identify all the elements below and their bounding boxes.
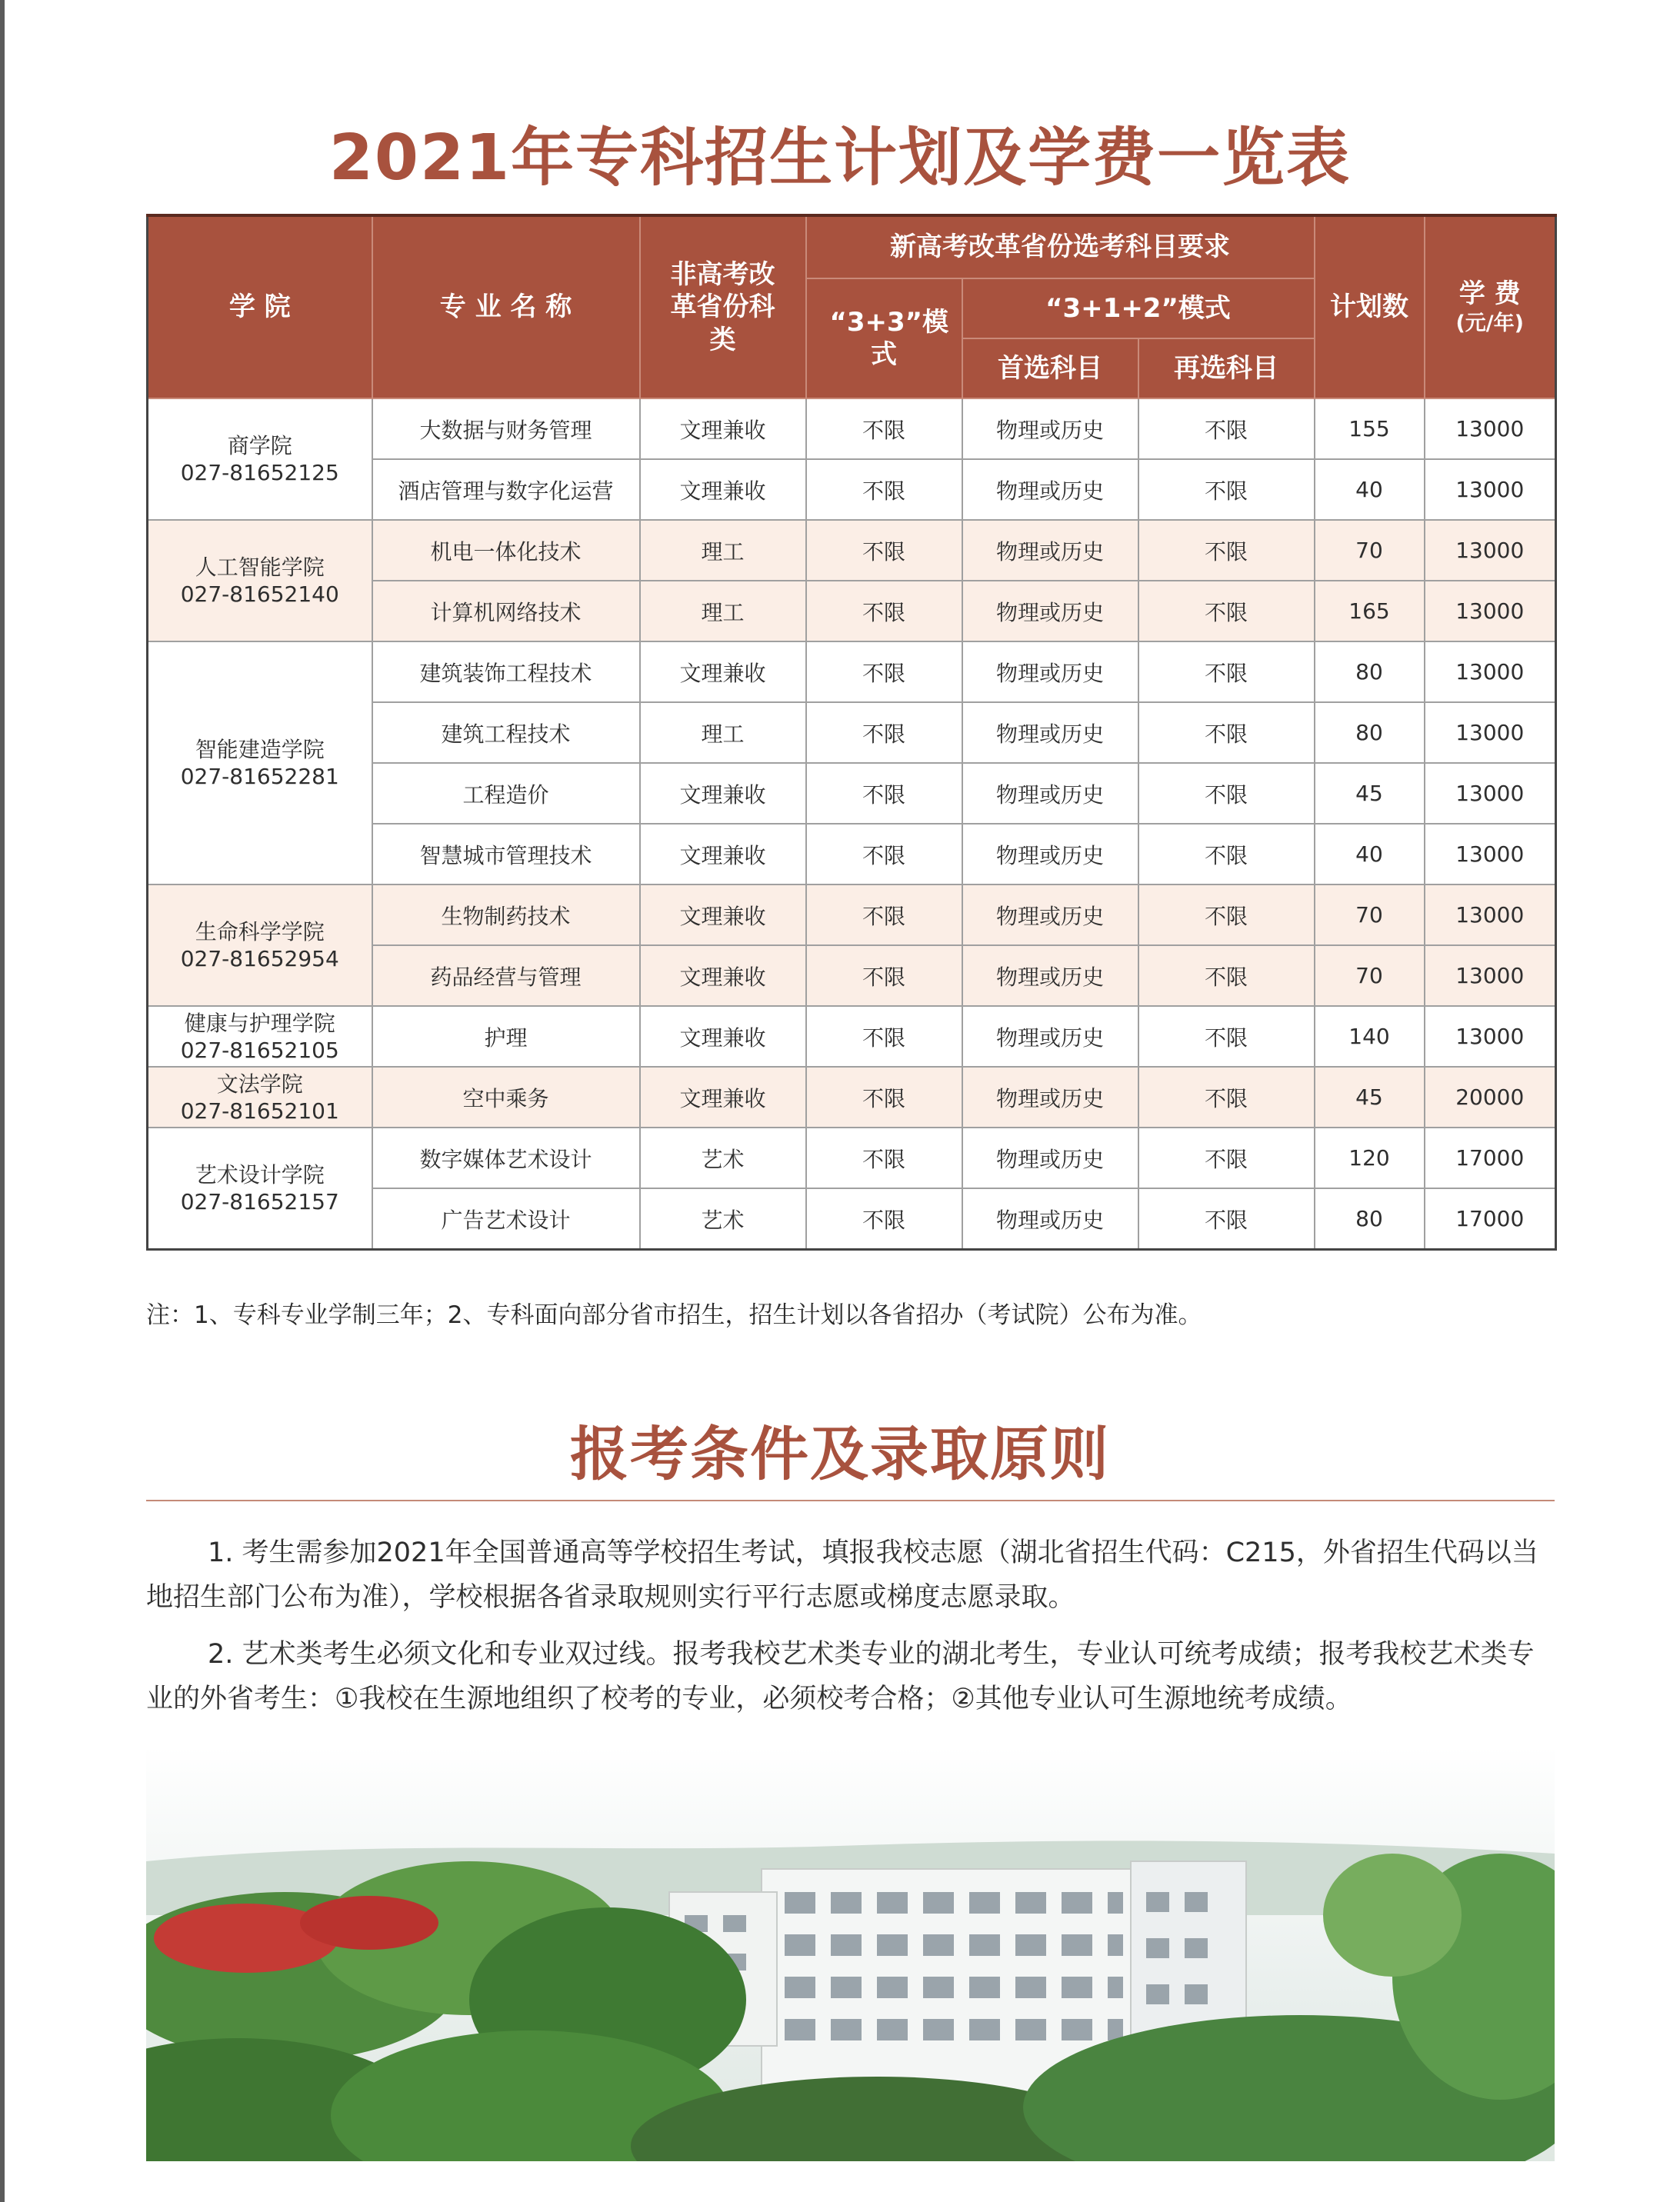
first-subject-cell: 物理或历史 — [962, 398, 1138, 459]
fee-cell: 13000 — [1425, 763, 1556, 824]
mode-33-cell: 不限 — [806, 884, 962, 945]
college-cell: 文法学院 027-81652101 — [148, 1067, 372, 1128]
fee-cell: 13000 — [1425, 1006, 1556, 1067]
college-cell: 商学院 027-81652125 — [148, 398, 372, 520]
mode-33-cell: 不限 — [806, 520, 962, 581]
first-subject-cell: 物理或历史 — [962, 824, 1138, 884]
mode-33-cell: 不限 — [806, 1067, 962, 1128]
second-subject-cell: 不限 — [1138, 824, 1315, 884]
college-cell: 艺术设计学院 027-81652157 — [148, 1128, 372, 1250]
second-subject-cell: 不限 — [1138, 1067, 1315, 1128]
category-cell: 文理兼收 — [640, 641, 806, 702]
category-cell: 艺术 — [640, 1188, 806, 1250]
first-subject-cell: 物理或历史 — [962, 884, 1138, 945]
table-row — [148, 398, 1556, 459]
mode-33-cell: 不限 — [806, 581, 962, 641]
category-cell: 文理兼收 — [640, 459, 806, 520]
plan-cell: 40 — [1315, 824, 1425, 884]
fee-cell: 17000 — [1425, 1128, 1556, 1188]
mode-33-cell: 不限 — [806, 945, 962, 1006]
header-fee-unit: (元/年) — [1455, 311, 1525, 335]
campus-photo — [146, 1746, 1555, 2161]
mode-33-cell: 不限 — [806, 824, 962, 884]
major-cell: 广告艺术设计 — [372, 1188, 640, 1250]
category-cell: 文理兼收 — [640, 884, 806, 945]
first-subject-cell: 物理或历史 — [962, 641, 1138, 702]
plan-cell: 40 — [1315, 459, 1425, 520]
fee-cell: 13000 — [1425, 641, 1556, 702]
enrollment-plan-table — [146, 214, 1557, 1251]
first-subject-cell: 物理或历史 — [962, 945, 1138, 1006]
major-cell: 建筑装饰工程技术 — [372, 641, 640, 702]
fee-cell: 13000 — [1425, 520, 1556, 581]
mode-33-cell: 不限 — [806, 763, 962, 824]
header-major: 专 业 名 称 — [372, 215, 640, 398]
category-cell: 文理兼收 — [640, 1006, 806, 1067]
table-body — [148, 398, 1556, 1250]
header-mode-312: “3+1+2”模式 — [962, 278, 1315, 338]
plan-cell: 155 — [1315, 398, 1425, 459]
second-subject-cell: 不限 — [1138, 702, 1315, 763]
mode-33-cell: 不限 — [806, 641, 962, 702]
plan-cell: 80 — [1315, 702, 1425, 763]
major-cell: 计算机网络技术 — [372, 581, 640, 641]
fee-cell: 13000 — [1425, 884, 1556, 945]
second-subject-cell: 不限 — [1138, 1128, 1315, 1188]
major-cell: 护理 — [372, 1006, 640, 1067]
category-cell: 理工 — [640, 581, 806, 641]
plan-cell: 140 — [1315, 1006, 1425, 1067]
college-cell: 人工智能学院 027-81652140 — [148, 520, 372, 641]
paragraph-2: 2. 艺术类考生必须文化和专业双过线。报考我校艺术类专业的湖北考生，专业认可统考成绩；报考我校艺术类专业的外省考生：①我校在生源地组织了校考的专业，必须校考合格；②其他专业认可生源地统考成绩。 — [146, 1639, 1535, 1714]
campus-photo-illustration — [146, 1746, 1555, 2161]
first-subject-cell: 物理或历史 — [962, 1067, 1138, 1128]
fee-cell: 17000 — [1425, 1188, 1556, 1250]
fee-cell: 13000 — [1425, 398, 1556, 459]
plan-cell: 45 — [1315, 1067, 1425, 1128]
plan-cell: 70 — [1315, 884, 1425, 945]
header-second-subject: 再选科目 — [1138, 338, 1315, 398]
fee-cell: 13000 — [1425, 945, 1556, 1006]
table-row — [148, 641, 1556, 702]
mode-33-cell: 不限 — [806, 459, 962, 520]
category-cell: 艺术 — [640, 1128, 806, 1188]
fee-cell: 20000 — [1425, 1067, 1556, 1128]
plan-cell: 120 — [1315, 1128, 1425, 1188]
first-subject-cell: 物理或历史 — [962, 459, 1138, 520]
plan-cell: 70 — [1315, 520, 1425, 581]
table-row — [148, 1067, 1556, 1128]
category-cell: 文理兼收 — [640, 398, 806, 459]
college-cell: 智能建造学院 027-81652281 — [148, 641, 372, 884]
plan-cell: 80 — [1315, 641, 1425, 702]
table-row — [148, 1128, 1556, 1188]
section-title: 报考条件及录取原则 — [570, 1420, 1110, 1488]
mode-33-cell: 不限 — [806, 1006, 962, 1067]
second-subject-cell: 不限 — [1138, 945, 1315, 1006]
category-cell: 文理兼收 — [640, 824, 806, 884]
major-cell: 工程造价 — [372, 763, 640, 824]
second-subject-cell: 不限 — [1138, 1188, 1315, 1250]
header-fee — [1425, 215, 1556, 398]
mode-33-cell: 不限 — [806, 1128, 962, 1188]
major-cell: 大数据与财务管理 — [372, 398, 640, 459]
section-divider — [146, 1500, 1555, 1501]
second-subject-cell: 不限 — [1138, 884, 1315, 945]
major-cell: 数字媒体艺术设计 — [372, 1128, 640, 1188]
first-subject-cell: 物理或历史 — [962, 1188, 1138, 1250]
plan-cell: 70 — [1315, 945, 1425, 1006]
first-subject-cell: 物理或历史 — [962, 1128, 1138, 1188]
second-subject-cell: 不限 — [1138, 459, 1315, 520]
mode-33-cell: 不限 — [806, 398, 962, 459]
paragraph-1: 1. 考生需参加2021年全国普通高等学校招生考试，填报我校志愿（湖北省招生代码：C215，外省招生代码以当地招生部门公布为准），学校根据各省录取规则实行平行志愿或梯度志愿录取。 — [146, 1537, 1538, 1613]
major-cell: 建筑工程技术 — [372, 702, 640, 763]
header-first-subject: 首选科目 — [962, 338, 1138, 398]
second-subject-cell: 不限 — [1138, 763, 1315, 824]
second-subject-cell: 不限 — [1138, 1006, 1315, 1067]
second-subject-cell: 不限 — [1138, 520, 1315, 581]
category-cell: 文理兼收 — [640, 945, 806, 1006]
first-subject-cell: 物理或历史 — [962, 520, 1138, 581]
second-subject-cell: 不限 — [1138, 581, 1315, 641]
second-subject-cell: 不限 — [1138, 398, 1315, 459]
first-subject-cell: 物理或历史 — [962, 702, 1138, 763]
header-mode-33: “3+3”模式 — [806, 278, 962, 398]
fee-cell: 13000 — [1425, 702, 1556, 763]
major-cell: 智慧城市管理技术 — [372, 824, 640, 884]
mode-33-cell: 不限 — [806, 1188, 962, 1250]
page-title: 2021年专科招生计划及学费一览表 — [328, 122, 1352, 195]
college-cell: 健康与护理学院 027-81652105 — [148, 1006, 372, 1067]
page-edge — [0, 0, 5, 2202]
major-cell: 生物制药技术 — [372, 884, 640, 945]
first-subject-cell: 物理或历史 — [962, 581, 1138, 641]
first-subject-cell: 物理或历史 — [962, 763, 1138, 824]
fee-cell: 13000 — [1425, 824, 1556, 884]
college-cell: 生命科学学院 027-81652954 — [148, 884, 372, 1006]
table-row — [148, 1006, 1556, 1067]
table-row — [148, 884, 1556, 945]
major-cell: 空中乘务 — [372, 1067, 640, 1128]
header-college: 学 院 — [148, 215, 372, 398]
major-cell: 酒店管理与数字化运营 — [372, 459, 640, 520]
header-old-category: 非高考改革省份科类 — [640, 215, 806, 398]
fee-cell: 13000 — [1425, 459, 1556, 520]
header-fee-label: 学 费 — [1458, 278, 1521, 310]
category-cell: 文理兼收 — [640, 1067, 806, 1128]
first-subject-cell: 物理或历史 — [962, 1006, 1138, 1067]
fee-cell: 13000 — [1425, 581, 1556, 641]
table-note: 注：1、专科专业学制三年；2、专科面向部分省市招生，招生计划以各省招办（考试院）公布为准。 — [146, 1301, 1202, 1329]
plan-cell: 80 — [1315, 1188, 1425, 1250]
table-row — [148, 520, 1556, 581]
category-cell: 文理兼收 — [640, 763, 806, 824]
plan-cell: 45 — [1315, 763, 1425, 824]
second-subject-cell: 不限 — [1138, 641, 1315, 702]
category-cell: 理工 — [640, 520, 806, 581]
major-cell: 机电一体化技术 — [372, 520, 640, 581]
major-cell: 药品经营与管理 — [372, 945, 640, 1006]
mode-33-cell: 不限 — [806, 702, 962, 763]
header-plan: 计划数 — [1315, 215, 1425, 398]
header-new-reform: 新高考改革省份选考科目要求 — [806, 215, 1315, 278]
plan-cell: 165 — [1315, 581, 1425, 641]
category-cell: 理工 — [640, 702, 806, 763]
